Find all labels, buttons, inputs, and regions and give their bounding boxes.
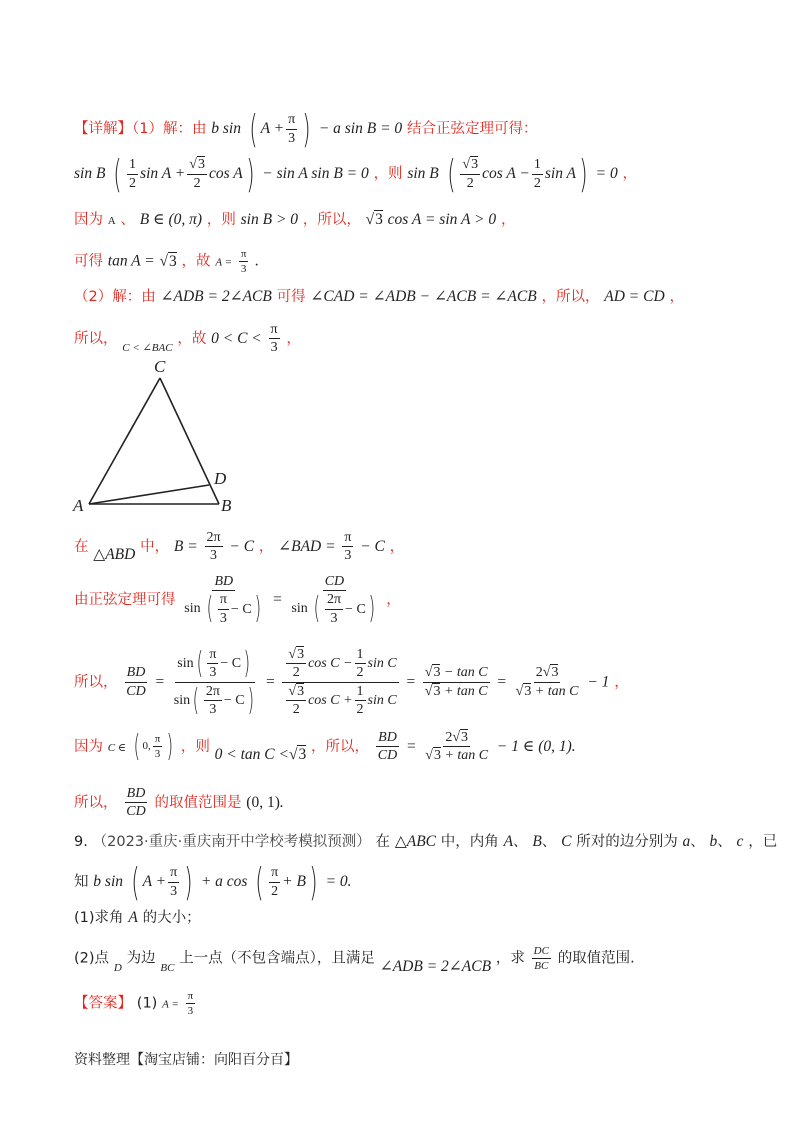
formula-text: − C [360, 537, 385, 555]
denominator: 2 [356, 702, 364, 718]
text-segment: ，所以， [302, 212, 361, 228]
formula-text: tan A = [107, 252, 155, 270]
formula-text: + B [282, 873, 306, 891]
side-ac [89, 378, 160, 504]
fraction: CD sin ( $\frac{2\pi}{3}$ − C ) [291, 574, 375, 627]
formula-text: = [154, 673, 165, 691]
formula-text: D [113, 961, 122, 974]
formula-text: sin A [544, 165, 577, 183]
formula-text: − C [345, 601, 366, 617]
punctuation: ， [389, 538, 405, 555]
denominator: 3 [209, 702, 217, 718]
side-cb [160, 378, 219, 504]
numerator: π [186, 990, 196, 1004]
denominator: 3 [330, 610, 338, 626]
formula-text: + a cos [200, 873, 248, 890]
solution-line-3: 因为 A 、 B ∈ (0, π) ，则 sin B > 0 ，所以， √3 cos A = sin A > 0 ， [74, 211, 516, 228]
punctuation: ， [286, 330, 301, 347]
sqrt-radicand: 3 [433, 748, 441, 764]
denominator: 3 [344, 548, 352, 564]
footer-text: 资料整理【淘宝店铺：向阳百分百】 [74, 1052, 298, 1068]
text-segment: 知 [74, 874, 89, 890]
formula-text: cos C − [308, 656, 353, 672]
fraction [269, 322, 280, 356]
label-c: C [154, 357, 166, 376]
text-segment: (1)求角 [74, 910, 124, 926]
text-segment: ，故 [181, 253, 211, 270]
sqrt-radicand: 3 [551, 665, 559, 681]
formula-text: a [682, 833, 691, 850]
punctuation: . [347, 873, 352, 890]
fraction: $\frac{√3}{2}$ cos C − $\frac{1}{2}$ sin C $\frac{√3}{2}$ cos C + $\frac{1}{2}$ sin C [282, 647, 398, 718]
formula-text: sin C [367, 692, 397, 708]
text-segment: ，求 [495, 950, 525, 967]
text-segment: (2)点 [74, 950, 110, 967]
fraction: $\frac{2√3}{\text{√3 + tan C}}$ [515, 665, 579, 699]
fraction: $\frac{2√3}{\text{√3 + tan C}}$ [425, 730, 489, 764]
label-b: B [221, 496, 232, 515]
text-segment: ，所以， [541, 289, 600, 305]
formula-text: cos C + [308, 692, 353, 708]
denominator: CD [377, 748, 398, 764]
numerator: 1 [127, 157, 138, 174]
formula-text: − C [229, 537, 255, 555]
formula-text: = 0 [325, 873, 348, 890]
denominator: CD [126, 804, 146, 820]
solution-line-1 [74, 107, 538, 151]
punctuation: . [571, 737, 576, 755]
formula-text: + tan C [443, 683, 488, 699]
formula-text: sin [291, 601, 308, 617]
text-segment: 可得 [74, 253, 103, 270]
punctuation: ， [500, 212, 516, 228]
question-9-part-1 [74, 910, 201, 926]
formula-text: A + [260, 120, 285, 138]
formula-text: sin [184, 601, 201, 617]
formula-text: b sin [211, 120, 241, 137]
formula-text: sin C [367, 656, 397, 672]
formula-text: ∠BAD = [278, 537, 336, 555]
denominator: 2 [466, 175, 474, 191]
formula-text: + tan C [534, 683, 579, 699]
punctuation: 、 [717, 834, 732, 850]
label-a: A [73, 496, 84, 515]
formula-text: − 1 ∈ (0, 1) [496, 737, 572, 755]
denominator: 3 [170, 883, 178, 899]
sqrt-radicand: 3 [169, 252, 177, 270]
formula-text: ∠CAD = ∠ADB − ∠ACB = ∠ACB [310, 288, 537, 305]
text-segment: 为边 [126, 950, 156, 967]
formula-text: b [709, 833, 718, 850]
denominator: 2 [292, 702, 300, 718]
formula-text: cos A − [482, 165, 530, 183]
formula-text: − a sin B = 0 [318, 120, 403, 137]
text-segment: 的取值范围. [557, 950, 635, 967]
fraction [239, 248, 249, 275]
formula-text: 0 < C < [211, 329, 262, 347]
text-segment: (1) [136, 995, 158, 1012]
paren-group: ( $\frac{1}{2}$ sin A + $\frac{√3}{2}$ cos A ) [113, 152, 255, 196]
sqrt-radicand: 3 [461, 730, 469, 745]
label-d: D [214, 469, 227, 488]
formula-text: − sin A sin B = 0 [262, 165, 369, 182]
formula-text: sin [173, 692, 191, 708]
numerator: BD [376, 730, 399, 747]
text-segment: 所对的边分别为 [576, 834, 678, 850]
denominator: 2 [533, 175, 541, 191]
answer-label: 【答案】 [74, 995, 132, 1012]
formula-text: − 1 [587, 673, 610, 691]
text-segment: 上一点（不包含端点），且满足 [179, 950, 375, 967]
denominator: 3 [209, 665, 217, 681]
formula-text: △ABC [394, 833, 437, 850]
text-segment: ，则 [373, 166, 403, 182]
text-segment: ，所以， [310, 738, 369, 755]
numerator: π [269, 865, 280, 882]
numerator: π [239, 248, 249, 262]
text-segment: 的取值范围是 [154, 794, 242, 811]
solution-line-2 [74, 152, 637, 196]
denominator: 3 [240, 263, 247, 276]
denominator: 2 [356, 665, 364, 681]
question-9-line-1 [74, 834, 777, 850]
numerator: 1 [355, 684, 366, 701]
numerator: 2π [204, 684, 222, 701]
formula-text: B [532, 833, 542, 850]
fraction [205, 530, 223, 564]
numerator: π [153, 733, 163, 747]
numerator: DC [532, 945, 551, 959]
text-segment: 所以， [74, 330, 118, 347]
denominator: 2 [193, 175, 201, 191]
numerator: BD [212, 574, 235, 591]
formula-text: 0, [142, 740, 151, 753]
numerator: π [342, 530, 353, 547]
denominator: 3 [219, 610, 227, 626]
formula-text: − tan C [443, 665, 488, 681]
formula-text: = [496, 673, 507, 691]
formula-text: cos A = sin A > 0 [387, 211, 497, 228]
punctuation: 、 [120, 212, 136, 228]
formula-text: = 0 [595, 165, 618, 182]
fraction [342, 530, 353, 564]
formula-text: A [107, 215, 116, 227]
question-9-part-2 [74, 945, 635, 975]
fraction [127, 157, 138, 191]
formula-text: + tan C [444, 748, 489, 764]
text-segment: （2）解：由 [74, 289, 156, 305]
solution-line-11 [74, 786, 284, 820]
solution-line-4: 可得 tan A = √3 ，故 A = $\frac{\pi}{3}$ . [74, 248, 260, 276]
question-9-line-2: 知 b sin ( A + $\frac{\pi}{3}$ ) + a cos ( $\frac{\pi}{2}$ + B ) = 0. [74, 860, 352, 904]
punctuation: ， [622, 166, 637, 182]
text-segment: ，则 [206, 212, 236, 228]
numerator: 1 [532, 157, 543, 174]
text-segment: 中， [140, 538, 170, 555]
solution-line-9 [74, 647, 629, 718]
text-segment: 在 [74, 538, 89, 555]
question-source: （2023·重庆·重庆南开中学校考模拟预测） [92, 834, 371, 850]
fraction [532, 945, 551, 972]
sqrt-radicand: 3 [297, 683, 305, 699]
numerator: π [286, 112, 297, 129]
numerator: 1 [355, 647, 366, 664]
denominator: 3 [154, 748, 161, 761]
text-segment: 的大小； [142, 910, 201, 926]
formula-text: C [561, 833, 572, 850]
numerator: CD [323, 574, 346, 591]
formula-text: = [406, 737, 417, 755]
denominator: CD [126, 683, 146, 699]
punctuation: ， [614, 674, 629, 691]
text-segment: 在 [375, 834, 391, 850]
text-segment: 可得 [276, 289, 306, 305]
solution-line-7 [74, 530, 404, 564]
formula-text: c [736, 833, 744, 850]
numerator: BD [125, 786, 148, 803]
text-segment: 结合正弦定理可得： [406, 121, 538, 137]
sqrt-radicand: 3 [524, 683, 532, 699]
text-segment: 由正弦定理可得 [74, 592, 176, 609]
fraction: $\frac{√3}{2}$ [462, 157, 479, 191]
formula-text: sin [177, 656, 194, 672]
text-segment: 因为 [74, 738, 103, 755]
formula-text: A [503, 833, 514, 850]
solution-line-8 [74, 574, 401, 626]
sqrt-radicand: 3 [197, 157, 205, 173]
formula-text: = [405, 673, 416, 691]
denominator: 2 [129, 175, 137, 191]
detail-heading: 【详解】（1）解：由 [74, 121, 207, 137]
sqrt-radicand: 3 [375, 211, 383, 228]
question-number: 9. [74, 834, 88, 850]
formula-text: B = [173, 537, 198, 555]
formula-text: b sin [93, 873, 123, 890]
numerator: π [207, 647, 218, 664]
paren-group: ( $\frac{√3}{2}$ cos A − $\frac{1}{2}$ sin A ) [446, 152, 588, 196]
formula-text: ∠ADB = 2∠ACB [160, 288, 272, 305]
fraction [532, 157, 543, 191]
formula-text: − C [230, 601, 252, 617]
formula-text: BC [160, 961, 175, 974]
punctuation: 、 [541, 834, 557, 850]
punctuation: 、 [513, 834, 528, 850]
formula-text: − C [220, 656, 242, 672]
paren-group: ( A + $\frac{\pi}{3}$ ) [249, 107, 311, 151]
fraction: sin ( $\frac{\pi}{3}$ − C ) sin ( $\frac{2\pi}{3}$ − C ) [173, 645, 254, 718]
formula-text: 2 [535, 665, 543, 681]
fraction: BD sin ( $\frac{\pi}{3}$ − C ) [184, 574, 261, 627]
formula-text: A = [215, 256, 233, 269]
formula-text: = [272, 591, 283, 609]
formula-text: A + [142, 873, 167, 891]
formula-text: sin A + [140, 165, 186, 183]
formula-text: C ∈ [107, 741, 127, 754]
formula-text: A = [162, 998, 179, 1011]
numerator: 2π [205, 530, 223, 547]
sqrt-radicand: 3 [298, 745, 307, 763]
denominator: 3 [210, 548, 218, 564]
numerator: BD [125, 665, 148, 682]
punctuation: . [255, 252, 260, 270]
formula-text: sin B > 0 [240, 211, 299, 228]
text-segment: ，则 [180, 738, 210, 755]
sqrt-radicand: 3 [471, 157, 479, 173]
fraction: $\frac{\text{√3 − tan C}}{\text{√3 + tan C}}$ [424, 665, 488, 699]
formula-text: B ∈ (0, π) [139, 211, 203, 228]
solution-line-10: 因为 C ∈ ( 0, $\frac{\pi}{3}$ ) ，则 0 < tan C <√3 ，所以， $\frac{BD}{CD}$ = $\frac{2√3}{\text{√3 + tan C}}$ − 1 ∈ (0, 1). [74, 728, 576, 764]
segment-ad [89, 485, 209, 504]
denominator: BC [534, 960, 549, 973]
formula-text: △ABD [93, 545, 136, 563]
formula-text: cos A [208, 165, 243, 183]
fraction: $\frac{√3}{2}$ [189, 157, 205, 191]
fraction [186, 990, 196, 1017]
denominator: 3 [270, 340, 278, 356]
answer-line [74, 990, 197, 1017]
sqrt-radicand: 3 [433, 665, 441, 681]
punctuation: ， [258, 538, 274, 555]
text-segment: 中，内角 [440, 834, 499, 850]
punctuation: . [279, 793, 284, 811]
text-segment: ，故 [177, 330, 207, 347]
formula-text: C < ∠BAC [122, 341, 173, 354]
text-segment: 所以， [74, 674, 118, 691]
formula-text: sin B [74, 165, 106, 182]
fraction [376, 730, 399, 764]
fraction [124, 786, 147, 820]
sqrt-radicand: 3 [433, 683, 441, 699]
denominator: 3 [288, 130, 296, 146]
text-segment: 所以， [74, 794, 118, 811]
formula-text: AD = CD [604, 288, 665, 305]
numerator: 2π [325, 592, 343, 609]
formula-text: 2 [445, 730, 453, 745]
sqrt-radicand: 3 [297, 647, 305, 662]
formula-text: A [128, 909, 138, 926]
punctuation: ， [386, 592, 401, 609]
denominator: 3 [187, 1005, 194, 1018]
punctuation: 、 [690, 834, 705, 850]
formula-text: (0, 1) [246, 793, 280, 811]
formula-text: sin B [407, 165, 439, 182]
numerator: π [269, 322, 280, 339]
solution-line-6 [74, 322, 301, 356]
denominator: 2 [271, 883, 279, 899]
formula-text: − C [223, 692, 245, 708]
text-segment: 因为 [74, 212, 103, 228]
punctuation: ， [669, 289, 684, 305]
formula-text: ∠ADB = 2∠ACB [379, 957, 492, 975]
fraction [124, 665, 147, 699]
fraction [286, 112, 297, 146]
formula-text: = [265, 673, 276, 691]
formula-text: 0 < tan C < [214, 745, 289, 763]
numerator: π [168, 865, 179, 882]
numerator: π [218, 592, 229, 609]
denominator: 2 [292, 665, 300, 681]
text-segment: ，已 [748, 834, 778, 850]
solution-line-5 [74, 289, 684, 305]
triangle-figure [66, 355, 246, 517]
